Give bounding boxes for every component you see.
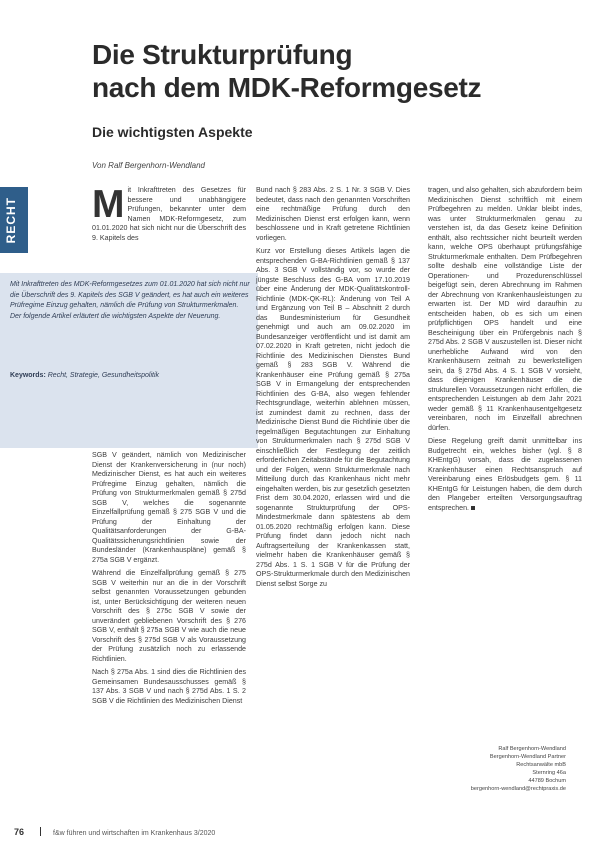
contact-street: Sternring 46a — [532, 770, 566, 777]
keywords-value: Recht, Strategie, Gesundheitspolitik — [47, 372, 160, 379]
title-line-2: nach dem MDK-Reformgesetz — [92, 72, 482, 103]
keywords — [10, 372, 250, 379]
body-paragraph: Während die Einzelfallprüfung gemäß § 275 SGB V weiterhin nur an die in der Vorschrift selbst genannten Voraussetzungen gebunden ist, unter Berücksichtigung der weiteren neuen Vorschrift des § 275c SGB V sowie der unverändert gebliebenen Vorschrift des § 276 SGB V, enthält § 275a SGB V wie auch die neue Vorschrift des § 275d SGB V als Voraussetzung der Prüfung zusätzlich noch zu erlassende Richtlinien. — [92, 569, 246, 663]
contact-city: 44789 Bochum — [528, 778, 566, 785]
page-number: 76 — [14, 827, 25, 837]
closing-paragraph: Diese Regelung greift damit unmittelbar ins Budgetrecht ein, welches bisher (vgl. § 8 KHEntgG) vorsah, dass die zugelassenen Krankenhäuser einen Rechtsanspruch auf Vereinbarung eines Erlösbudgets gem. § 11 KHEntgG für Leistungen haben, die dem durch den Plangeber erteilten Versorgungsauftrag entsprechen. — [428, 437, 582, 512]
body-paragraph: Bund nach § 283 Abs. 2 S. 1 Nr. 3 SGB V. Dies bedeutet, dass nach den genannten Vorschriften eine rechtmäßige Prüfung durch den Medizinischen Dienst erst erfolgen kann, wenn beschlossene und in Kraft getretene Richtlinien vorliegen. — [256, 186, 410, 242]
journal-name: f&w führen und wirtschaften im Krankenhaus 3/2020 — [53, 830, 216, 837]
end-mark-icon — [471, 506, 475, 510]
abstract-text: Mit Inkrafttreten des MDK-Reformgesetzes zum 01.01.2020 hat sich nicht nur die Überschrift des 9. Kapitels des SGB V geändert, es hat auch ein weiteres Prüfregime Einzug gehalten, nämlich die Prüfung von Strukturmerkmalen. Der folgende Artikel erläutert die wichtigsten Aspekte der Neuerung. — [10, 281, 250, 320]
footer-divider — [40, 827, 41, 836]
column-1-intro — [92, 183, 246, 243]
title-line-1: Die Strukturprüfung — [92, 39, 353, 70]
body-paragraph — [428, 437, 582, 513]
section-tab — [0, 187, 28, 253]
intro-paragraph: it Inkrafttreten des Gesetzes für bessere und unabhängigere Prüfungen, bekannter unter dem Namen MDK-Reformgesetz, zum 01.01.2020 hat sich nicht nur die Überschrift des 9. Kapitels des — [92, 186, 246, 242]
column-1 — [92, 451, 246, 710]
column-2 — [256, 186, 410, 593]
contact-email: bergenhorn-wendland@rechtpraxis.de — [470, 786, 566, 793]
keywords-label: Keywords: — [10, 372, 46, 379]
section-tab-label: RECHT — [4, 197, 18, 244]
body-paragraph: Kurz vor Erstellung dieses Artikels lagen die entsprechenden G-BA-Richtlinien gemäß § 137 Abs. 3 SGB V vollständig vor, so wurde der jüngste Beschluss des G-BA vom 17.10.2019 über eine Änderung der MDK-Qualitätskontroll-Richtlinie (MDK-QK-RL): Änderung von Teil A und Ergänzung von Teil B – Abschnitt 2 durch das Bundesministerium für Gesundheit genehmigt und auch am 09.02.2020 im Bundesanzeiger veröffentlicht und ist damit am 07.02.2020 in Kraft getreten, nicht jedoch die Richtlinie des Medizinischen Dienstes Bund gemäß § 283 SGB V. Während die Krankenhäuser eine Prüfung gemäß § 275a SGB V in Ermangelung der entsprechenden Richtlinien des G-BA, also wegen fehlender Rechtsgrundlage, weiterhin ablehnen müssen, ist zumindest damit zu rechnen, dass der Medizinische Dienst Bund die Richtlinie über die regelmäßigen Begutachtungen zur Einhaltung von Strukturmerkmalen nach § 275d SGB V einschließlich der Festlegung der zeitlich erforderlichen Zeitabstände für die Begutachtung und der Folgen, wenn Strukturmerkmale nach Mitteilung durch das Krankenhaus nicht mehr eingehalten werden, bis zur gesetzlich gesetzten Frist dem 30.04.2020, erlassen wird und die sogenannte Strukturprüfung der OPS-Mindestmerkmale dann spätestens ab dem 01.05.2020 rechtmäßig erfolgen kann. Diese Prüfung findet dann jedoch nicht nach Auftragserteilung der Krankenkassen statt, vielmehr haben die Krankenhäuser gemäß § 275d Abs. 1 S. 1 SGB V für die Prüfung der OPS-Strukturmerkmale durch den Medizinischen Dienst selbst Sorge zu — [256, 247, 410, 588]
author-line: Von Ralf Bergenhorn-Wendland — [92, 161, 205, 170]
contact-name: Ralf Bergenhorn-Wendland — [498, 746, 566, 752]
author-contact — [448, 745, 566, 794]
page-footer — [14, 827, 215, 837]
contact-firm-type: Rechtsanwälte mbB — [516, 762, 566, 769]
column-3 — [428, 186, 582, 517]
drop-cap: M — [92, 183, 125, 226]
contact-firm: Bergenhorn-Wendland Partner — [489, 754, 566, 761]
body-paragraph: SGB V geändert, nämlich von Medizinischer Dienst der Krankenversicherung in (nur noch) Medizinischer Dienst, es hat auch ein weiteres Prüfregime Einzug gehalten, nämlich die Prüfung von Strukturmerkmalen gemäß § 275d SGB V, welches die sogenannte Einzelfallprüfung gemäß § 275 SGB V und die Prüfung der Einhaltung der Qualitätsanforderungen der G-BA-Qualitätssicherungsrichtlinien sowie der Bundesländer (Krankenhauspläne) gemäß § 275a SGB V ergänzt. — [92, 451, 246, 564]
body-paragraph: tragen, und also gehalten, sich abzufordern beim Medizinischen Dienst schriftlich mit einem Prüfbegehren zu melden. Unklar bleibt indes, was unter Strukturmerkmalen genau zu verstehen ist, da das Gesetz keine Definition enthält, also rechtssicher nicht beurteilt werden kann, welche OPS überhaupt prüfungsfähige Strukturmerkmale enthalten. Dem Prüfbegehren sollte deshalb eine vollständige Liste der Operationen- und Prozedurenschlüssel beigefügt sein, deren Abrechnung im Rahmen der Abrechnung von Krankenhausleistungen zu erwarten ist. Der MD wird daraufhin zu entscheiden haben, ob es sich um einen prüfpflichtigen OPS handelt und eine Bescheinigung über ein Prüfergebnis nach § 275d Abs. 2 SGB V auszustellen ist. Dieser nicht unerhebliche Aufwand wird von den Krankenhäusern zeitnah zu bewerkstelligen sein, da § 275d Abs. 4 S. 1 SGB V vorsieht, dass diejenigen Krankenhäuser die die strukturellen Voraussetzungen nicht erfüllen, die entsprechenden Leistungen ab dem Jahr 2021 weder gemäß § 11 Krankenhausentgeltgesetz vereinbaren, noch im Einzelfall abrechnen dürfen. — [428, 186, 582, 432]
body-paragraph: Nach § 275a Abs. 1 sind dies die Richtlinien des Gemeinsamen Bundesausschusses gemäß § 137 Abs. 3 SGB V und nach § 275d Abs. 1 S. 2 SGB V die Richtlinien des Medizinischen Dienst — [92, 668, 246, 705]
article-title — [92, 38, 572, 104]
article-subtitle: Die wichtigsten Aspekte — [92, 124, 253, 140]
